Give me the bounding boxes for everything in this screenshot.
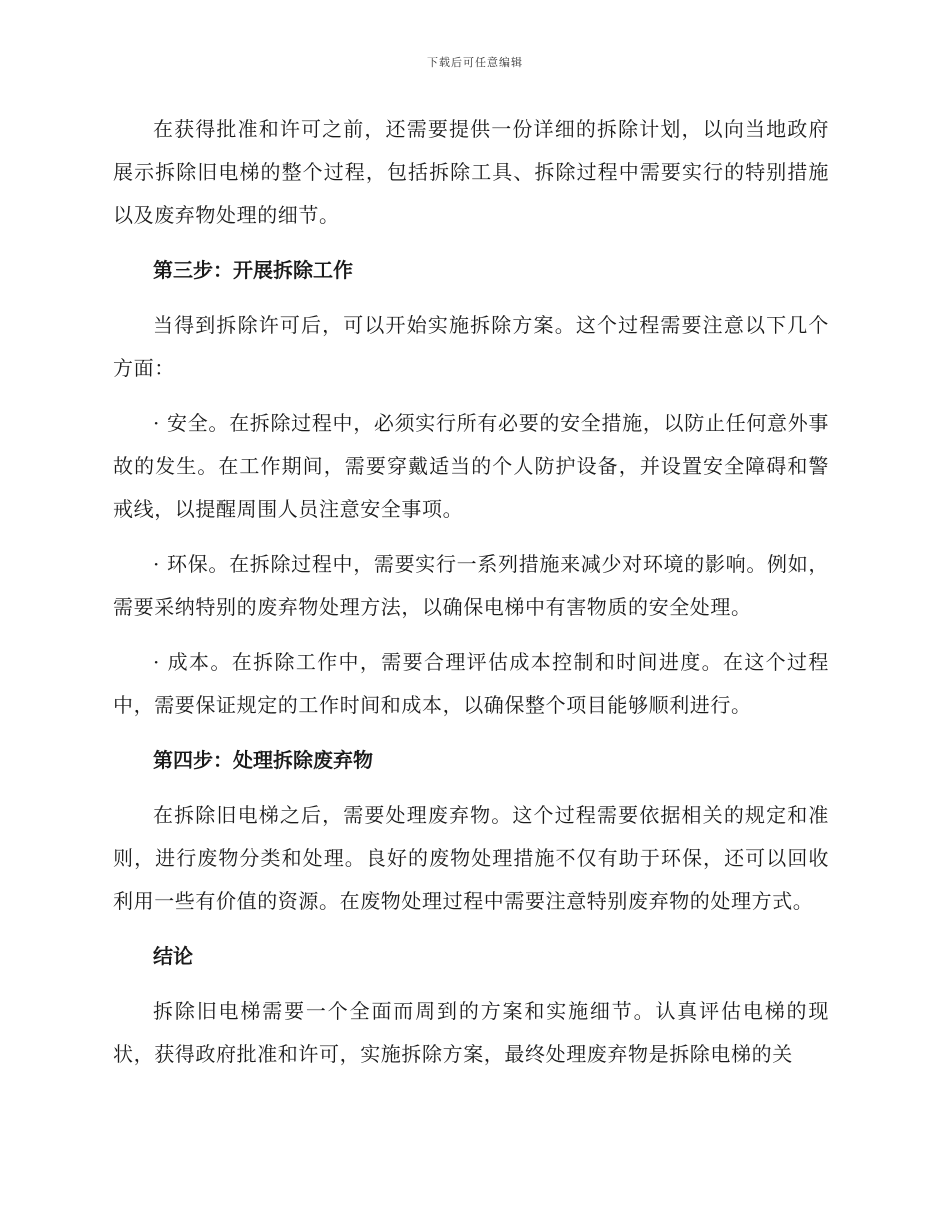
paragraph-conclusion: 拆除旧电梯需要一个全面而周到的方案和实施细节。认真评估电梯的现状，获得政府批准和许可，实施拆除方案，最终处理废弃物是拆除电梯的关 [113, 999, 829, 1066]
paragraph-step-three-intro: 当得到拆除许可后，可以开始实施拆除方案。这个过程需要注意以下几个方面： [113, 313, 829, 380]
document-body [113, 108, 829, 1088]
heading-conclusion: 结论 [153, 944, 193, 968]
paragraph-environment: · 环保。在拆除过程中，需要实行一系列措施来减少对环境的影响。例如，需要采纳特别的废弃物处理方法，以确保电梯中有害物质的安全处理。 [113, 552, 829, 619]
paragraph-cost: · 成本。在拆除工作中，需要合理评估成本控制和时间进度。在这个过程中，需要保证规定的工作时间和成本，以确保整个项目能够顺利进行。 [113, 650, 829, 717]
paragraph-safety: · 安全。在拆除过程中，必须实行所有必要的安全措施，以防止任何意外事故的发生。在工作期间，需要穿戴适当的个人防护设备，并设置安全障碍和警戒线，以提醒周围人员注意安全事项。 [113, 411, 829, 521]
heading-step-three: 第三步：开展拆除工作 [153, 258, 353, 282]
page-header: 下载后可任意编辑 [427, 56, 523, 69]
paragraph-demolition-plan: 在获得批准和许可之前，还需要提供一份详细的拆除计划，以向当地政府展示拆除旧电梯的整个过程，包括拆除工具、拆除过程中需要实行的特别措施以及废弃物处理的细节。 [113, 117, 829, 227]
heading-step-four: 第四步：处理拆除废弃物 [153, 748, 373, 772]
paragraph-waste-handling: 在拆除旧电梯之后，需要处理废弃物。这个过程需要依据相关的规定和准则，进行废物分类和处理。良好的废物处理措施不仅有助于环保，还可以回收利用一些有价值的资源。在废物处理过程中需要注意特别废弃物的处理方式。 [113, 803, 829, 913]
